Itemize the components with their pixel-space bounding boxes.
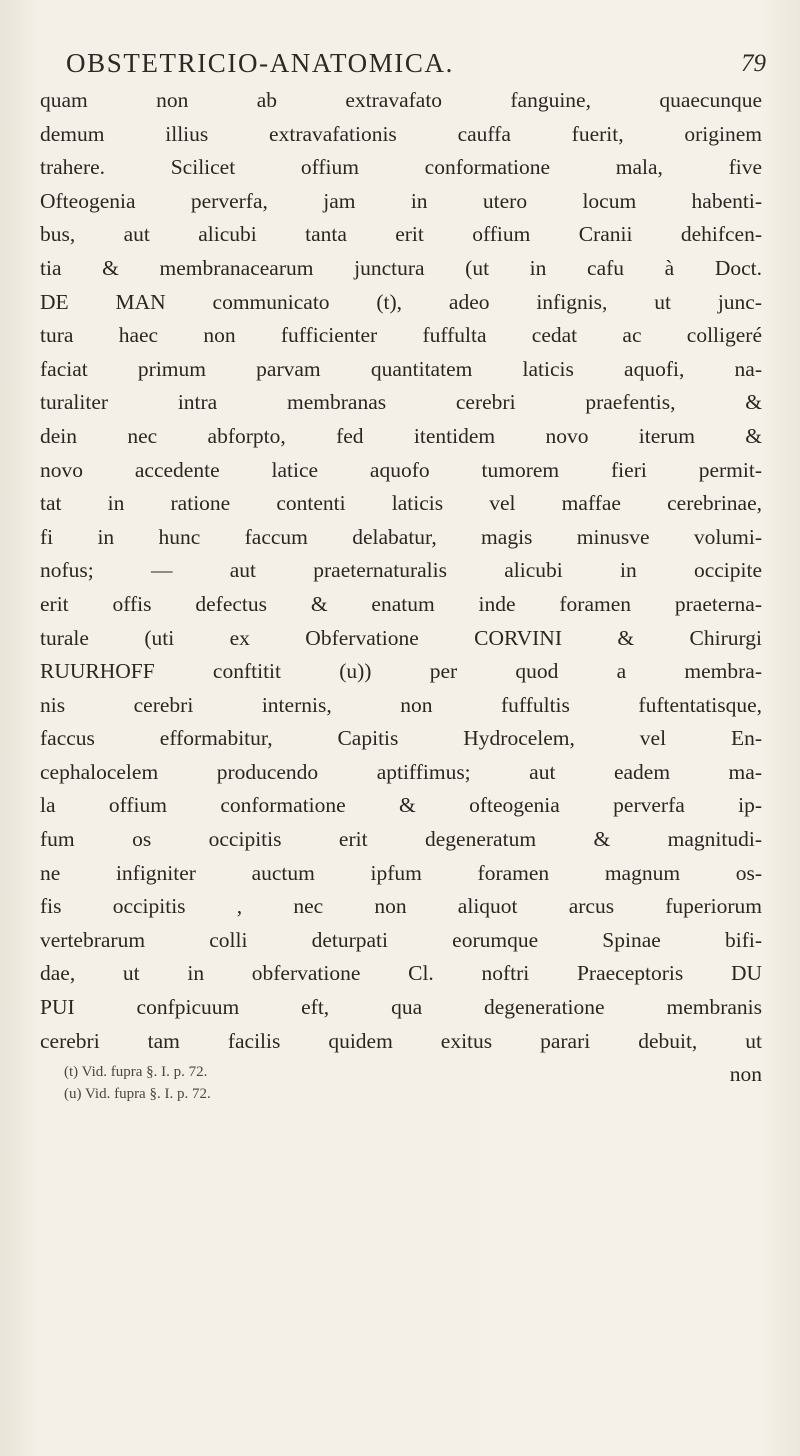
text-line: ne infigniter auctum ipfum foramen magnum os- (40, 860, 762, 885)
text-line: dein nec abforpto, fed itentidem novo iterum & (40, 423, 762, 448)
text-line: cephalocelem producendo aptiffimus; aut eadem ma- (40, 759, 762, 784)
text-line: novo accedente latice aquofo tumorem fieri permit- (40, 457, 762, 482)
text-line: fis occipitis , nec non aliquot arcus fuperiorum (40, 894, 762, 919)
text-line: turale (uti ex Obfervatione CORVINI & Chirurgi (40, 625, 762, 650)
page-number: 79 (741, 50, 766, 77)
text-line: nofus; — aut praeternaturalis alicubi in occipite (40, 558, 762, 583)
text-line: turaliter intra membranas cerebri praefentis, & (40, 390, 762, 415)
text-line: fum os occipitis erit degeneratum & magnitudi- (40, 827, 762, 852)
text-line: erit offis defectus & enatum inde foramen praeterna- (40, 591, 762, 616)
text-line: Ofteogenia perverfa, jam in utero locum habenti- (40, 188, 762, 213)
text-line: la offium conformatione & ofteogenia perverfa ip- (40, 793, 762, 818)
text-line: DE MAN communicato (t), adeo infignis, ut junc- (40, 289, 762, 314)
page-header (66, 48, 766, 88)
text-line: RUURHOFF conftitit (u)) per quod a membra- (40, 659, 762, 684)
text-line: faciat primum parvam quantitatem laticis aquofi, na- (40, 356, 762, 381)
footnote: (t) Vid. fupra §. I. p. 72. (64, 1064, 208, 1080)
text-line: bus, aut alicubi tanta erit offium Cranii dehifcen- (40, 222, 762, 247)
text-line: trahere. Scilicet offium conformatione mala, five (40, 155, 762, 180)
text-line: nis cerebri internis, non fuffultis fuftentatisque, (40, 692, 762, 717)
text-line: faccus efformabitur, Capitis Hydrocelem, vel En- (40, 726, 762, 751)
catchword: non (729, 1062, 762, 1087)
running-title: OBSTETRICIO-ANATOMICA. (66, 48, 454, 78)
text-line: tia & membranacearum junctura (ut in cafu à Doct. (40, 255, 762, 280)
text-line: PUI confpicuum eft, qua degeneratione membranis (40, 995, 762, 1020)
text-line: quam non ab extravafato fanguine, quaecunque (40, 88, 762, 112)
footnote: (u) Vid. fupra §. I. p. 72. (64, 1086, 211, 1102)
text-line: cerebri tam facilis quidem exitus parari debuit, ut (40, 1028, 762, 1053)
text-line: demum illius extravafationis cauffa fuerit, originem (40, 121, 762, 146)
body-text (40, 84, 762, 1092)
text-line: dae, ut in obfervatione Cl. noftri Praeceptoris DU (40, 961, 762, 986)
text-line: tat in ratione contenti laticis vel maffae cerebrinae, (40, 491, 762, 516)
text-line: fi in hunc faccum delabatur, magis minusve volumi- (40, 524, 762, 549)
footnotes (64, 1061, 464, 1105)
text-line: vertebrarum colli deturpati eorumque Spinae bifi- (40, 927, 762, 952)
text-line: tura haec non fufficienter fuffulta cedat ac colligeré (40, 323, 762, 348)
